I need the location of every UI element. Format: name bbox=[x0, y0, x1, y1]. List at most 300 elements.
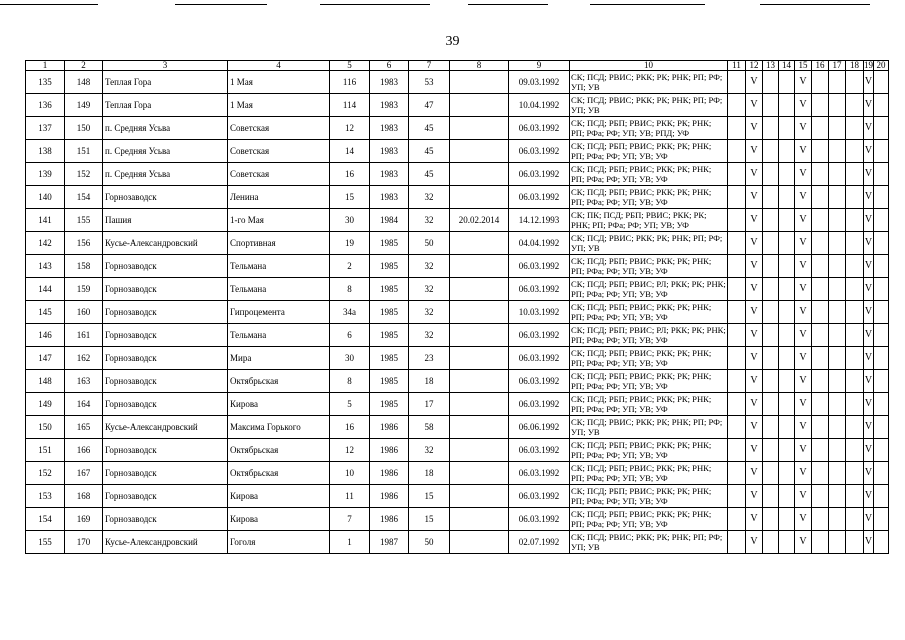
table-row bbox=[26, 324, 889, 347]
check-mark: V bbox=[746, 232, 763, 255]
check-mark: V bbox=[864, 324, 874, 347]
empty-cell bbox=[874, 94, 889, 117]
street: Максима Горького bbox=[228, 416, 330, 439]
check-mark: V bbox=[864, 117, 874, 140]
row-number: 148 bbox=[26, 370, 65, 393]
date-col-9: 04.04.1992 bbox=[509, 232, 570, 255]
row-number: 135 bbox=[26, 71, 65, 94]
works-list: СК; ПСД; РВИС; РКК; РК; РНК; РП; РФ; УП; УВ bbox=[570, 232, 728, 255]
works-list: СК; ПСД; РБП; РВИС; РКК; РК; РНК; РП; РФа; РФ; УП; УВ; УФ bbox=[570, 163, 728, 186]
check-mark: V bbox=[864, 416, 874, 439]
empty-cell bbox=[728, 117, 746, 140]
check-mark: V bbox=[746, 485, 763, 508]
table-row bbox=[26, 163, 889, 186]
empty-cell bbox=[728, 508, 746, 531]
house-number: 114 bbox=[330, 94, 370, 117]
empty-cell bbox=[812, 163, 829, 186]
date-col-9: 06.03.1992 bbox=[509, 439, 570, 462]
works-list: СК; ПСД; РБП; РВИС; РКК; РК; РНК; РП; РФа; РФ; УП; УВ; УФ bbox=[570, 140, 728, 163]
settlement: Горнозаводск bbox=[103, 347, 228, 370]
date-col-8 bbox=[450, 347, 509, 370]
street: 1 Мая bbox=[228, 71, 330, 94]
object-id: 166 bbox=[65, 439, 103, 462]
build-year: 1983 bbox=[370, 94, 409, 117]
empty-cell bbox=[874, 278, 889, 301]
object-id: 152 bbox=[65, 163, 103, 186]
empty-cell bbox=[829, 508, 846, 531]
top-rule bbox=[0, 4, 98, 5]
empty-cell bbox=[779, 117, 795, 140]
table-row bbox=[26, 462, 889, 485]
check-mark: V bbox=[746, 393, 763, 416]
settlement: Горнозаводск bbox=[103, 370, 228, 393]
date-col-8 bbox=[450, 278, 509, 301]
empty-cell bbox=[728, 71, 746, 94]
empty-cell bbox=[763, 255, 779, 278]
build-year: 1986 bbox=[370, 439, 409, 462]
column-header: 15 bbox=[795, 61, 812, 71]
empty-cell bbox=[763, 416, 779, 439]
empty-cell bbox=[812, 416, 829, 439]
object-id: 158 bbox=[65, 255, 103, 278]
street: Тельмана bbox=[228, 324, 330, 347]
wear-percent: 45 bbox=[409, 140, 450, 163]
empty-cell bbox=[763, 370, 779, 393]
object-id: 163 bbox=[65, 370, 103, 393]
empty-cell bbox=[874, 531, 889, 554]
table-row bbox=[26, 255, 889, 278]
check-mark: V bbox=[746, 94, 763, 117]
table-row bbox=[26, 370, 889, 393]
empty-cell bbox=[874, 439, 889, 462]
check-mark: V bbox=[795, 117, 812, 140]
empty-cell bbox=[779, 462, 795, 485]
build-year: 1986 bbox=[370, 508, 409, 531]
check-mark: V bbox=[795, 393, 812, 416]
wear-percent: 32 bbox=[409, 278, 450, 301]
empty-cell bbox=[728, 163, 746, 186]
table-row bbox=[26, 301, 889, 324]
settlement: п. Средняя Усьва bbox=[103, 140, 228, 163]
date-col-8 bbox=[450, 71, 509, 94]
settlement: Пашия bbox=[103, 209, 228, 232]
empty-cell bbox=[846, 508, 864, 531]
date-col-8 bbox=[450, 324, 509, 347]
street: Кирова bbox=[228, 393, 330, 416]
street: Советская bbox=[228, 163, 330, 186]
build-year: 1987 bbox=[370, 531, 409, 554]
empty-cell bbox=[763, 278, 779, 301]
table-row bbox=[26, 531, 889, 554]
works-list: СК; ПСД; РБП; РВИС; РКК; РК; РНК; РП; РФа; РФ; УП; УВ; УФ bbox=[570, 439, 728, 462]
column-header: 12 bbox=[746, 61, 763, 71]
date-col-8 bbox=[450, 393, 509, 416]
empty-cell bbox=[812, 278, 829, 301]
empty-cell bbox=[829, 209, 846, 232]
date-col-8 bbox=[450, 485, 509, 508]
wear-percent: 58 bbox=[409, 416, 450, 439]
table-row bbox=[26, 278, 889, 301]
empty-cell bbox=[779, 324, 795, 347]
empty-cell bbox=[829, 94, 846, 117]
column-header: 1 bbox=[26, 61, 65, 71]
table-row bbox=[26, 94, 889, 117]
wear-percent: 47 bbox=[409, 94, 450, 117]
date-col-9: 06.03.1992 bbox=[509, 347, 570, 370]
empty-cell bbox=[874, 485, 889, 508]
build-year: 1985 bbox=[370, 232, 409, 255]
empty-cell bbox=[779, 255, 795, 278]
object-id: 164 bbox=[65, 393, 103, 416]
empty-cell bbox=[829, 416, 846, 439]
empty-cell bbox=[728, 186, 746, 209]
column-header: 10 bbox=[570, 61, 728, 71]
settlement: Горнозаводск bbox=[103, 255, 228, 278]
empty-cell bbox=[763, 347, 779, 370]
check-mark: V bbox=[746, 347, 763, 370]
check-mark: V bbox=[864, 301, 874, 324]
column-header: 6 bbox=[370, 61, 409, 71]
check-mark: V bbox=[746, 370, 763, 393]
street: Кирова bbox=[228, 485, 330, 508]
empty-cell bbox=[874, 255, 889, 278]
street: Спортивная bbox=[228, 232, 330, 255]
row-number: 145 bbox=[26, 301, 65, 324]
works-list: СК; ПСД; РБП; РВИС; РКК; РК; РНК; РП; РФа; РФ; УП; УВ; РПД; УФ bbox=[570, 117, 728, 140]
object-id: 149 bbox=[65, 94, 103, 117]
empty-cell bbox=[874, 140, 889, 163]
object-id: 159 bbox=[65, 278, 103, 301]
check-mark: V bbox=[746, 255, 763, 278]
empty-cell bbox=[846, 209, 864, 232]
object-id: 151 bbox=[65, 140, 103, 163]
table-body bbox=[26, 71, 889, 554]
settlement: Горнозаводск bbox=[103, 462, 228, 485]
build-year: 1986 bbox=[370, 462, 409, 485]
date-col-8 bbox=[450, 370, 509, 393]
empty-cell bbox=[728, 439, 746, 462]
settlement: Кусье-Александровский bbox=[103, 416, 228, 439]
empty-cell bbox=[829, 278, 846, 301]
object-id: 156 bbox=[65, 232, 103, 255]
top-rule bbox=[468, 4, 548, 5]
settlement: Кусье-Александровский bbox=[103, 232, 228, 255]
empty-cell bbox=[846, 324, 864, 347]
works-list: СК; ПСД; РВИС; РКК; РК; РНК; РП; РФ; УП; УВ bbox=[570, 416, 728, 439]
check-mark: V bbox=[795, 232, 812, 255]
empty-cell bbox=[779, 186, 795, 209]
row-number: 155 bbox=[26, 531, 65, 554]
date-col-9: 06.03.1992 bbox=[509, 117, 570, 140]
empty-cell bbox=[812, 531, 829, 554]
empty-cell bbox=[829, 347, 846, 370]
house-number: 16 bbox=[330, 416, 370, 439]
table-row bbox=[26, 209, 889, 232]
date-col-8: 20.02.2014 bbox=[450, 209, 509, 232]
table-row bbox=[26, 508, 889, 531]
settlement: Горнозаводск bbox=[103, 278, 228, 301]
column-header: 7 bbox=[409, 61, 450, 71]
works-list: СК; ПСД; РБП; РВИС; РКК; РК; РНК; РП; РФа; РФ; УП; УВ; УФ bbox=[570, 508, 728, 531]
check-mark: V bbox=[795, 370, 812, 393]
house-number: 8 bbox=[330, 278, 370, 301]
empty-cell bbox=[874, 301, 889, 324]
page-number: 39 bbox=[445, 34, 460, 49]
check-mark: V bbox=[795, 94, 812, 117]
works-list: СК; ПСД; РБП; РВИС; РЛ; РКК; РК; РНК; РП; РФа; РФ; УП; УВ; УФ bbox=[571, 279, 726, 299]
empty-cell bbox=[763, 186, 779, 209]
date-col-9: 06.03.1992 bbox=[509, 462, 570, 485]
object-id: 161 bbox=[65, 324, 103, 347]
empty-cell bbox=[779, 416, 795, 439]
empty-cell bbox=[763, 140, 779, 163]
date-col-8 bbox=[450, 255, 509, 278]
date-col-9: 06.06.1992 bbox=[509, 416, 570, 439]
date-col-9: 06.03.1992 bbox=[509, 324, 570, 347]
build-year: 1983 bbox=[370, 186, 409, 209]
empty-cell bbox=[846, 301, 864, 324]
column-header: 14 bbox=[779, 61, 795, 71]
table-row bbox=[26, 416, 889, 439]
date-col-9: 02.07.1992 bbox=[509, 531, 570, 554]
empty-cell bbox=[779, 485, 795, 508]
empty-cell bbox=[829, 531, 846, 554]
check-mark: V bbox=[864, 462, 874, 485]
date-col-8 bbox=[450, 439, 509, 462]
settlement: Кусье-Александровский bbox=[103, 531, 228, 554]
wear-percent: 50 bbox=[409, 531, 450, 554]
empty-cell bbox=[829, 324, 846, 347]
row-number: 141 bbox=[26, 209, 65, 232]
settlement: п. Средняя Усьва bbox=[103, 117, 228, 140]
works-list: СК; ПСД; РВИС; РКК; РК; РНК; РП; РФ; УП; УВ bbox=[570, 71, 728, 94]
empty-cell bbox=[812, 508, 829, 531]
empty-cell bbox=[779, 94, 795, 117]
empty-cell bbox=[846, 71, 864, 94]
street: Октябрьская bbox=[228, 439, 330, 462]
column-header: 11 bbox=[728, 61, 746, 71]
street: Тельмана bbox=[228, 278, 330, 301]
check-mark: V bbox=[746, 462, 763, 485]
build-year: 1983 bbox=[370, 140, 409, 163]
check-mark: V bbox=[795, 416, 812, 439]
row-number: 152 bbox=[26, 462, 65, 485]
date-col-9: 10.04.1992 bbox=[509, 94, 570, 117]
check-mark: V bbox=[864, 508, 874, 531]
object-id: 160 bbox=[65, 301, 103, 324]
house-number: 15 bbox=[330, 186, 370, 209]
street: Гоголя bbox=[228, 531, 330, 554]
house-number: 8 bbox=[330, 370, 370, 393]
column-header: 18 bbox=[846, 61, 864, 71]
empty-cell bbox=[874, 209, 889, 232]
street: Кирова bbox=[228, 508, 330, 531]
empty-cell bbox=[763, 301, 779, 324]
settlement: Горнозаводск bbox=[103, 485, 228, 508]
empty-cell bbox=[874, 370, 889, 393]
empty-cell bbox=[829, 71, 846, 94]
empty-cell bbox=[779, 71, 795, 94]
empty-cell bbox=[763, 209, 779, 232]
empty-cell bbox=[846, 278, 864, 301]
check-mark: V bbox=[795, 324, 812, 347]
check-mark: V bbox=[795, 347, 812, 370]
column-header: 19 bbox=[864, 60, 873, 70]
works-list: СК; ПСД; РВИС; РКК; РК; РНК; РП; РФ; УП; УВ bbox=[570, 94, 728, 117]
date-col-8 bbox=[450, 232, 509, 255]
empty-cell bbox=[812, 140, 829, 163]
settlement: Горнозаводск bbox=[103, 508, 228, 531]
date-col-8 bbox=[450, 117, 509, 140]
date-col-8 bbox=[450, 140, 509, 163]
works-list: СК; ПСД; РБП; РВИС; РКК; РК; РНК; РП; РФа; РФ; УП; УВ; УФ bbox=[570, 347, 728, 370]
street: Гипроцемента bbox=[228, 301, 330, 324]
register-table bbox=[25, 60, 889, 554]
check-mark: V bbox=[864, 278, 874, 301]
build-year: 1985 bbox=[370, 393, 409, 416]
table-row bbox=[26, 485, 889, 508]
empty-cell bbox=[874, 71, 889, 94]
empty-cell bbox=[829, 163, 846, 186]
empty-cell bbox=[728, 232, 746, 255]
empty-cell bbox=[874, 347, 889, 370]
empty-cell bbox=[763, 439, 779, 462]
empty-cell bbox=[812, 439, 829, 462]
empty-cell bbox=[829, 485, 846, 508]
house-number: 14 bbox=[330, 140, 370, 163]
object-id: 148 bbox=[65, 71, 103, 94]
street: Советская bbox=[228, 140, 330, 163]
table-row bbox=[26, 186, 889, 209]
check-mark: V bbox=[795, 209, 812, 232]
row-number: 138 bbox=[26, 140, 65, 163]
empty-cell bbox=[812, 462, 829, 485]
check-mark: V bbox=[746, 508, 763, 531]
empty-cell bbox=[846, 370, 864, 393]
row-number: 153 bbox=[26, 485, 65, 508]
settlement: Горнозаводск bbox=[103, 393, 228, 416]
settlement: Горнозаводск bbox=[103, 186, 228, 209]
settlement: п. Средняя Усьва bbox=[103, 163, 228, 186]
wear-percent: 32 bbox=[409, 324, 450, 347]
check-mark: V bbox=[795, 140, 812, 163]
works-list: СК; ПК; ПСД; РБП; РВИС; РКК; РК; РНК; РП; РФа; РФ; УП; УВ; УФ bbox=[570, 209, 728, 232]
wear-percent: 32 bbox=[409, 439, 450, 462]
wear-percent: 32 bbox=[409, 301, 450, 324]
wear-percent: 15 bbox=[409, 508, 450, 531]
house-number: 7 bbox=[330, 508, 370, 531]
date-col-9: 06.03.1992 bbox=[509, 255, 570, 278]
empty-cell bbox=[779, 393, 795, 416]
check-mark: V bbox=[864, 347, 874, 370]
empty-cell bbox=[874, 324, 889, 347]
check-mark: V bbox=[864, 531, 874, 554]
check-mark: V bbox=[795, 186, 812, 209]
house-number: 16 bbox=[330, 163, 370, 186]
table-row bbox=[26, 232, 889, 255]
empty-cell bbox=[829, 370, 846, 393]
object-id: 155 bbox=[65, 209, 103, 232]
wear-percent: 15 bbox=[409, 485, 450, 508]
date-col-8 bbox=[450, 462, 509, 485]
check-mark: V bbox=[864, 94, 874, 117]
empty-cell bbox=[812, 485, 829, 508]
empty-cell bbox=[728, 140, 746, 163]
wear-percent: 18 bbox=[409, 370, 450, 393]
empty-cell bbox=[728, 462, 746, 485]
settlement: Теплая Гора bbox=[103, 71, 228, 94]
works-list: СК; ПСД; РБП; РВИС; РКК; РК; РНК; РП; РФа; РФ; УП; УВ; УФ bbox=[570, 186, 728, 209]
build-year: 1985 bbox=[370, 278, 409, 301]
house-number: 34а bbox=[330, 301, 370, 324]
empty-cell bbox=[728, 324, 746, 347]
empty-cell bbox=[829, 462, 846, 485]
works-list: СК; ПСД; РВИС; РКК; РК; РНК; РП; РФ; УП; УВ bbox=[570, 531, 728, 554]
check-mark: V bbox=[864, 439, 874, 462]
column-header: 8 bbox=[450, 61, 509, 71]
empty-cell bbox=[874, 462, 889, 485]
build-year: 1986 bbox=[370, 485, 409, 508]
empty-cell bbox=[763, 485, 779, 508]
column-header: 20 bbox=[874, 61, 889, 71]
wear-percent: 32 bbox=[409, 209, 450, 232]
row-number: 149 bbox=[26, 393, 65, 416]
object-id: 150 bbox=[65, 117, 103, 140]
date-col-8 bbox=[450, 301, 509, 324]
date-col-9: 14.12.1993 bbox=[509, 209, 570, 232]
date-col-8 bbox=[450, 186, 509, 209]
top-rule bbox=[760, 4, 870, 5]
empty-cell bbox=[779, 209, 795, 232]
empty-cell bbox=[812, 117, 829, 140]
street: 1 Мая bbox=[228, 94, 330, 117]
empty-cell bbox=[846, 232, 864, 255]
empty-cell bbox=[728, 347, 746, 370]
check-mark: V bbox=[795, 163, 812, 186]
empty-cell bbox=[728, 485, 746, 508]
row-number: 151 bbox=[26, 439, 65, 462]
house-number: 12 bbox=[330, 439, 370, 462]
build-year: 1986 bbox=[370, 416, 409, 439]
check-mark: V bbox=[746, 140, 763, 163]
column-header: 13 bbox=[763, 61, 779, 71]
empty-cell bbox=[779, 163, 795, 186]
empty-cell bbox=[812, 301, 829, 324]
row-number: 140 bbox=[26, 186, 65, 209]
works-list: СК; ПСД; РБП; РВИС; РКК; РК; РНК; РП; РФа; РФ; УП; УВ; УФ bbox=[570, 393, 728, 416]
table-row bbox=[26, 117, 889, 140]
empty-cell bbox=[812, 209, 829, 232]
build-year: 1985 bbox=[370, 324, 409, 347]
settlement: Горнозаводск bbox=[103, 439, 228, 462]
empty-cell bbox=[779, 531, 795, 554]
works-list: СК; ПСД; РБП; РВИС; РКК; РК; РНК; РП; РФа; РФ; УП; УВ; УФ bbox=[570, 370, 728, 393]
empty-cell bbox=[728, 416, 746, 439]
empty-cell bbox=[846, 462, 864, 485]
empty-cell bbox=[763, 163, 779, 186]
check-mark: V bbox=[795, 255, 812, 278]
empty-cell bbox=[846, 393, 864, 416]
empty-cell bbox=[779, 439, 795, 462]
check-mark: V bbox=[746, 416, 763, 439]
column-header: 16 bbox=[812, 61, 829, 71]
empty-cell bbox=[829, 439, 846, 462]
wear-percent: 50 bbox=[409, 232, 450, 255]
empty-cell bbox=[779, 508, 795, 531]
check-mark: V bbox=[864, 186, 874, 209]
empty-cell bbox=[812, 324, 829, 347]
empty-cell bbox=[874, 393, 889, 416]
